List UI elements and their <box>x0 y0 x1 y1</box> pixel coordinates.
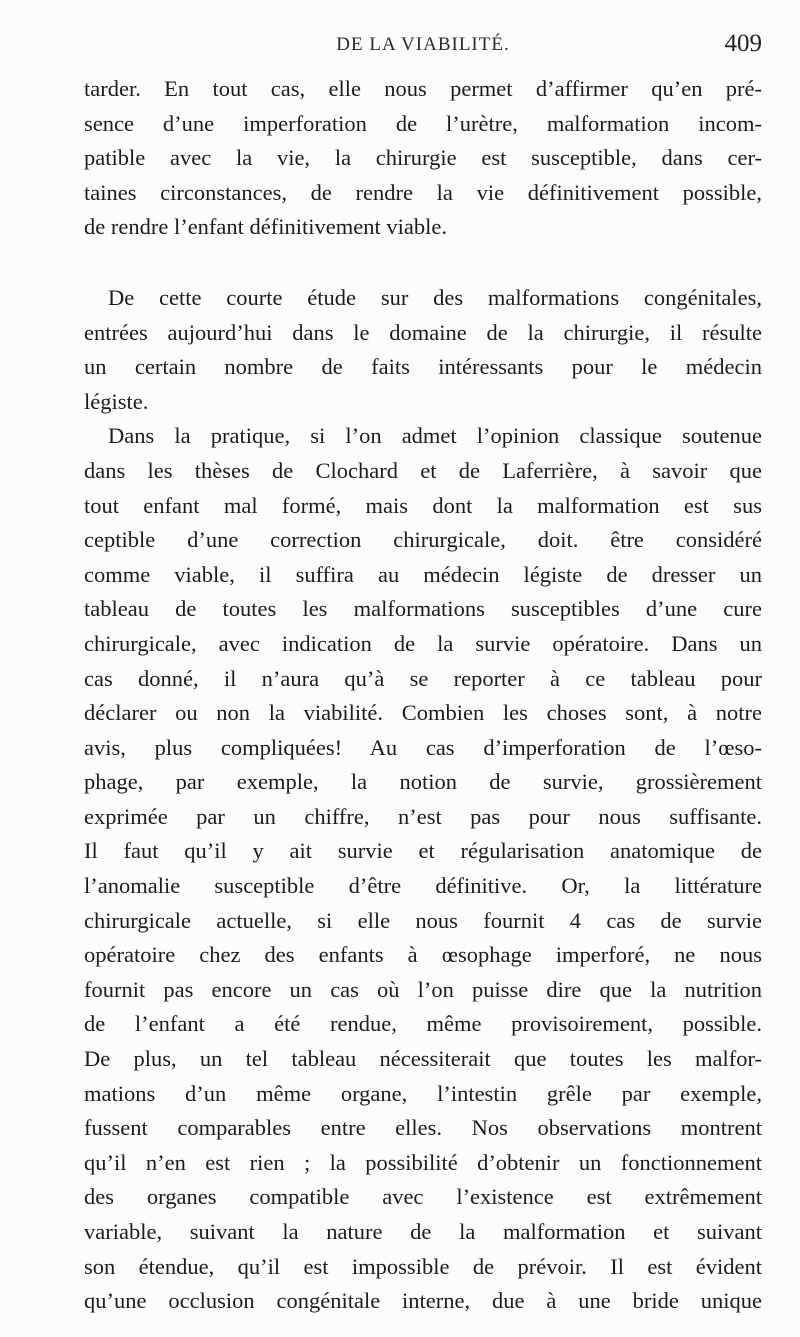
text-line: comme viable, il suffira au médecin légiste de dresser un <box>84 561 762 587</box>
text-line: tout enfant mal formé, mais dont la malformation est sus <box>84 492 762 518</box>
text-line: mations d’un même organe, l’intestin grêle par exemple, <box>84 1080 762 1106</box>
text-line: ceptible d’une correction chirurgicale, doit. être considéré <box>84 527 762 553</box>
paragraph <box>84 281 762 419</box>
body-text <box>84 72 762 1319</box>
paragraph-spacer <box>84 245 762 281</box>
text-line: cas donné, il n’aura qu’à se reporter à ce tableau pour <box>84 665 762 691</box>
text-line: dans les thèses de Clochard et de Laferrière, à savoir que <box>84 457 762 483</box>
running-head: DE LA VIABILITÉ. <box>336 34 510 55</box>
text-line: taines circonstances, de rendre la vie définitivement possible, <box>84 179 762 205</box>
text-line: De plus, un tel tableau nécessiterait que toutes les malfor- <box>84 1046 762 1072</box>
text-line: Dans la pratique, si l’on admet l’opinion classique soutenue <box>108 423 762 449</box>
text-line: chirurgicale, avec indication de la survie opératoire. Dans un <box>84 630 762 656</box>
page-number: 409 <box>724 30 762 57</box>
text-line: qu’il n’en est rien ; la possibilité d’obtenir un fonctionnement <box>84 1149 762 1175</box>
text-line: tarder. En tout cas, elle nous permet d’affirmer qu’en pré- <box>84 76 762 101</box>
text-line: opératoire chez des enfants à œsophage imperforé, ne nous <box>84 942 762 968</box>
text-line: qu’une occlusion congénitale interne, due à une bride unique <box>84 1288 762 1314</box>
text-line: l’anomalie susceptible d’être définitive. Or, la littérature <box>84 873 762 899</box>
text-line: fussent comparables entre elles. Nos observations montrent <box>84 1115 762 1141</box>
text-line: avis, plus compliquées! Au cas d’imperforation de l’œso- <box>84 734 762 760</box>
text-line: légiste. <box>84 388 149 414</box>
text-line: son étendue, qu’il est impossible de prévoir. Il est évident <box>84 1253 762 1279</box>
text-line: tableau de toutes les malformations susceptibles d’une cure <box>84 596 762 622</box>
page-header <box>84 30 762 66</box>
text-line: déclarer ou non la viabilité. Combien les choses sont, à notre <box>84 700 762 726</box>
text-line: phage, par exemple, la notion de survie, grossièrement <box>84 769 762 795</box>
text-line: Il faut qu’il y ait survie et régularisation anatomique de <box>84 838 762 864</box>
text-line: sence d’une imperforation de l’urètre, malformation incom- <box>84 110 762 136</box>
text-line: des organes compatible avec l’existence est extrêmement <box>84 1184 762 1210</box>
paragraph <box>84 419 762 1318</box>
text-line: De cette courte étude sur des malformations congénitales, <box>108 284 762 310</box>
text-line: exprimée par un chiffre, n’est pas pour nous suffisante. <box>84 803 762 829</box>
text-line: variable, suivant la nature de la malformation et suivant <box>84 1219 762 1244</box>
text-line: un certain nombre de faits intéressants pour le médecin <box>84 354 762 380</box>
text-line: fournit pas encore un cas où l’on puisse dire que la nutrition <box>84 976 762 1002</box>
text-line: patible avec la vie, la chirurgie est susceptible, dans cer- <box>84 145 762 171</box>
text-line: chirurgicale actuelle, si elle nous fournit 4 cas de survie <box>84 907 762 933</box>
text-line: de rendre l’enfant définitivement viable. <box>84 214 447 240</box>
text-line: entrées aujourd’hui dans le domaine de la chirurgie, il résulte <box>84 319 762 345</box>
paragraph <box>84 72 762 245</box>
text-line: de l’enfant a été rendue, même provisoirement, possible. <box>84 1011 762 1037</box>
